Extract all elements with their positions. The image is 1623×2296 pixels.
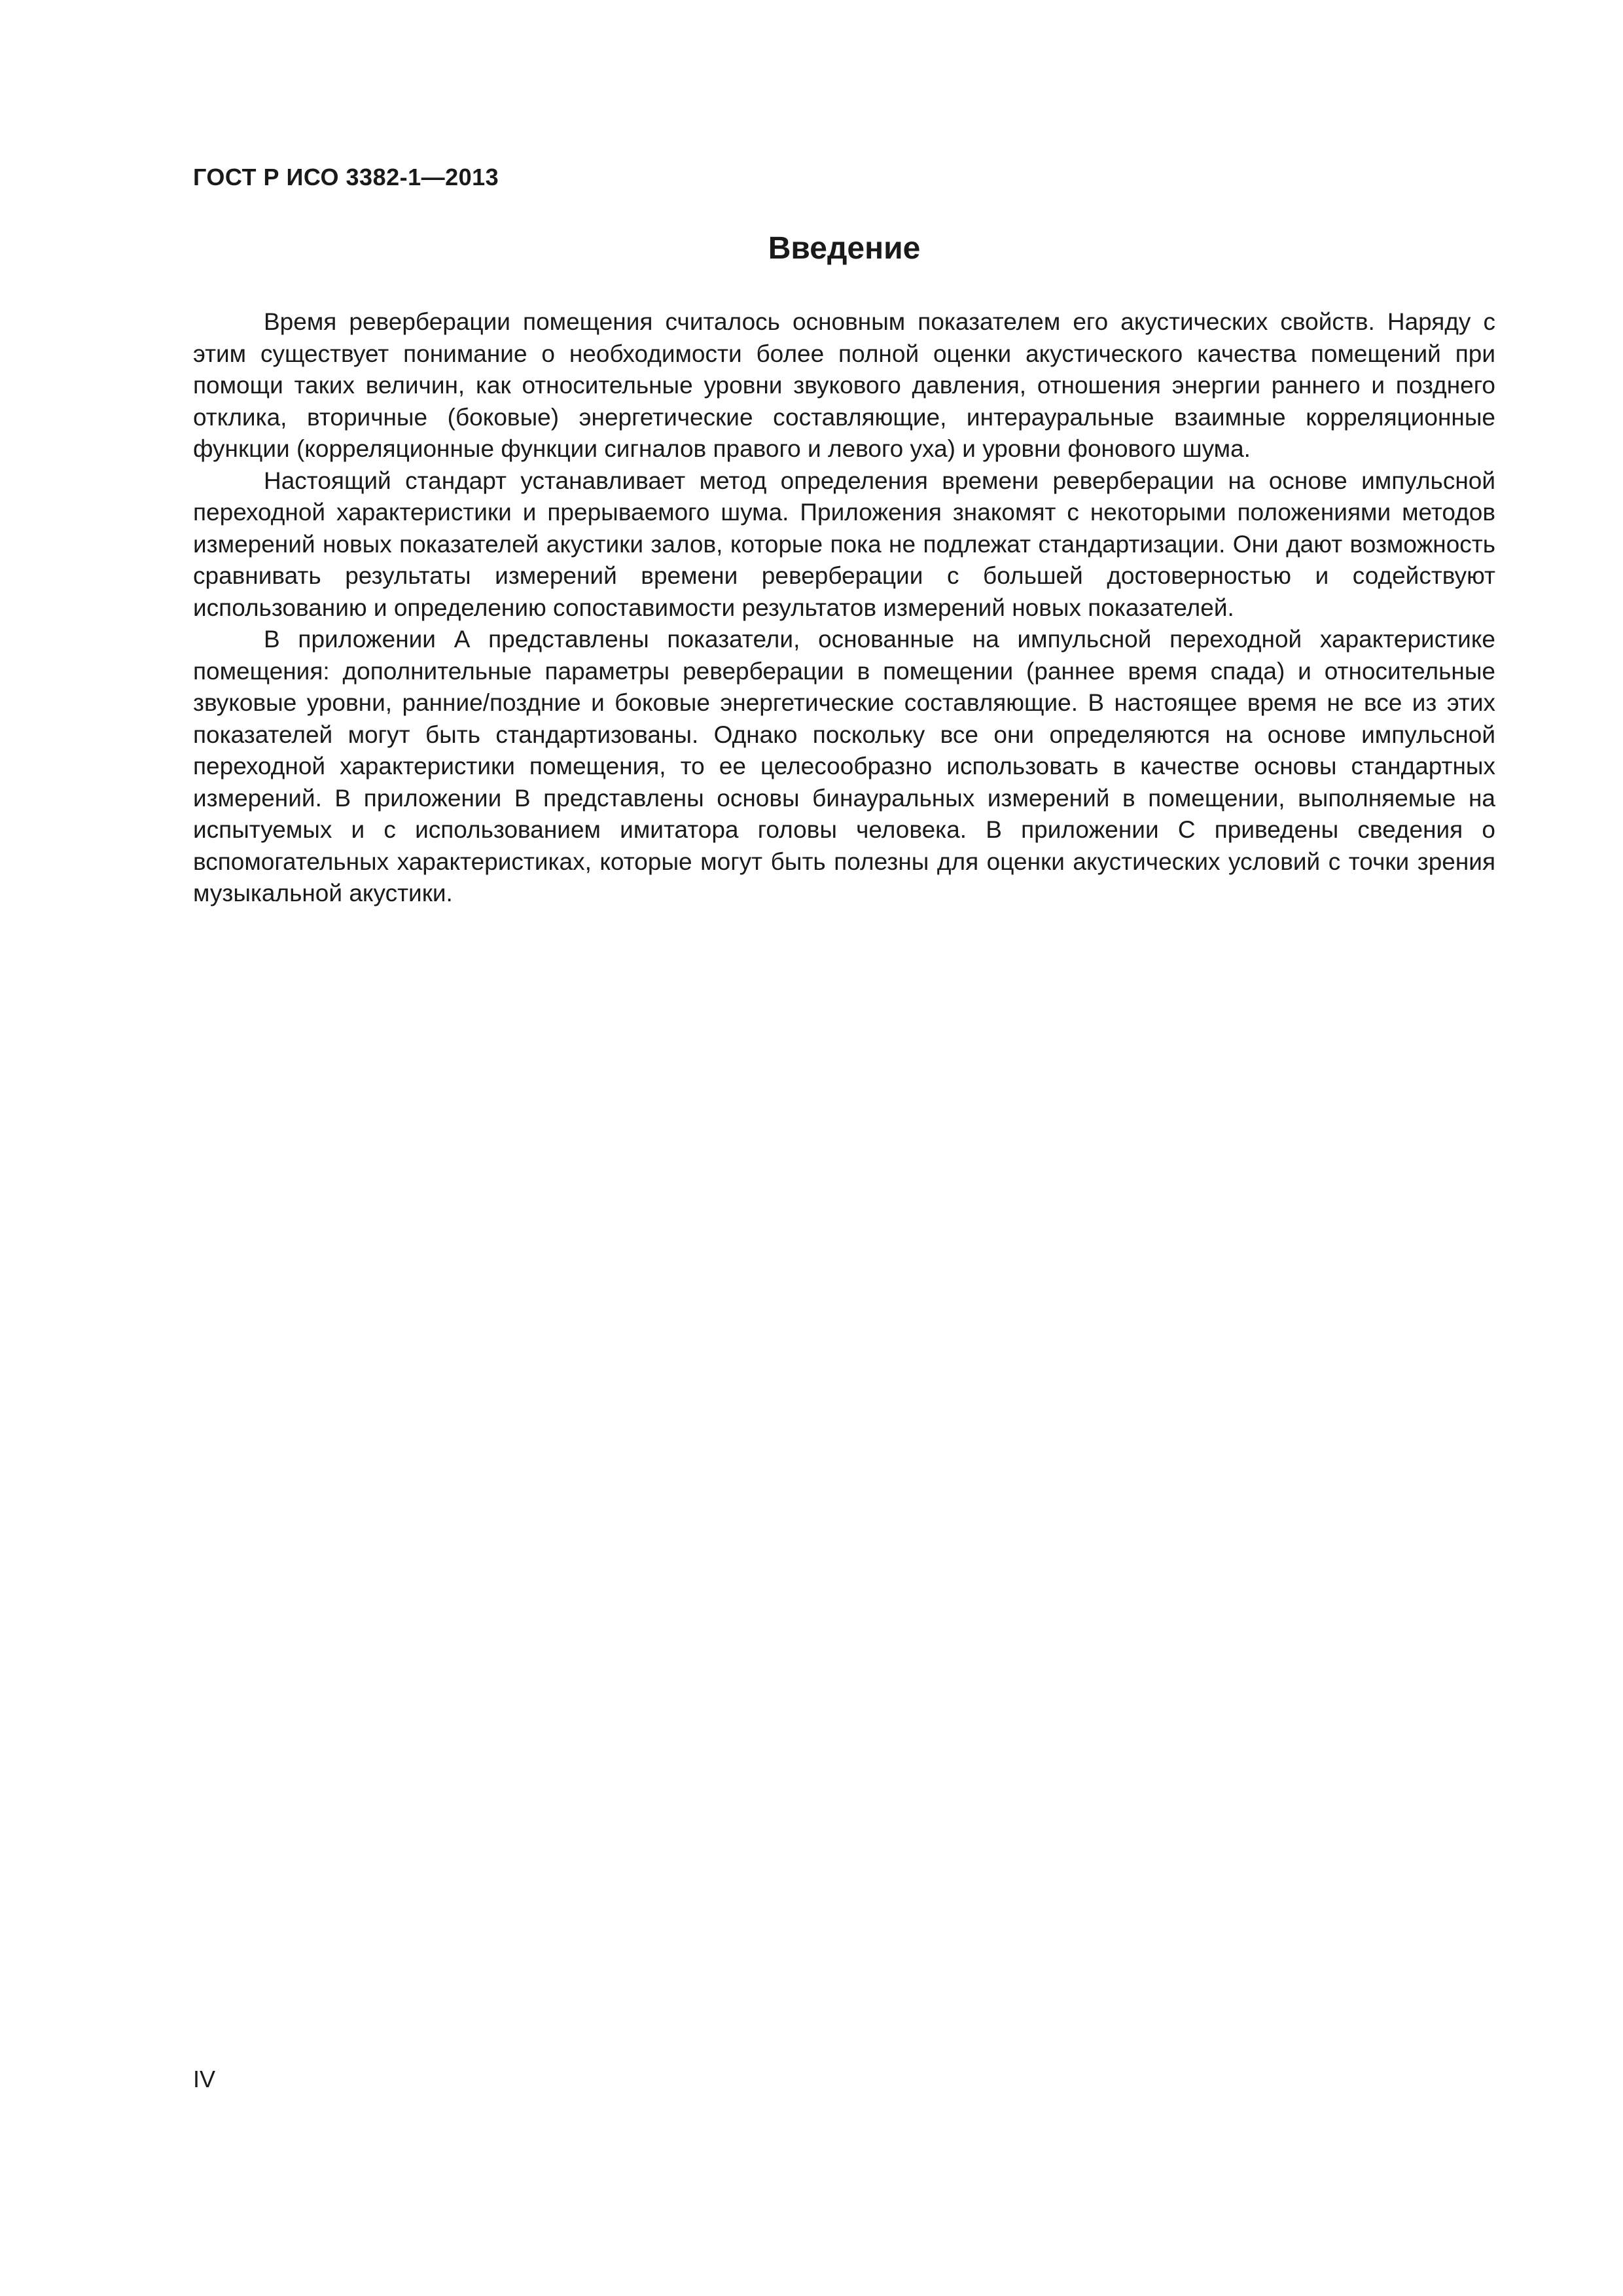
paragraph-2: Настоящий стандарт устанавливает метод определения времени реверберации на основе импульсной переходной характеристики и прерываемого шума. Приложения знакомят с некоторыми положениями методов измерений новых показателей акустики залов, которые пока не подлежат стандартизации. Они дают возможность сравнивать результаты измерений времени реверберации с большей достоверностью и содействуют использованию и определению сопоставимости результатов измерений новых показателей. (193, 467, 1495, 621)
section-title: Введение (768, 231, 921, 266)
paragraph-3: В приложении А представлены показатели, основанные на импульсной переходной характеристике помещения: дополнительные параметры реверберации в помещении (раннее время спада) и относительные звуковые уровни, ранние/поздние и боковые энергетические составляющие. В настоящее время не все из этих показателей могут быть стандартизованы. Однако поскольку все они определяются на основе импульсной переходной характеристики помещения, то ее целесообразно использовать в качестве основы стандартных измерений. В приложении В представлены основы бинауральных измерений в помещении, выполняемые на испытуемых и с использованием имитатора головы человека. В приложении С приведены сведения о вспомогательных характеристиках, которые могут быть полезны для оценки акустических условий с точки зрения музыкальной акустики. (193, 626, 1495, 906)
paragraph-1: Время реверберации помещения считалось основным показателем его акустических свойств. Наряду с этим существует понимание о необходимости более полной оценки акустического качества помещений при помощи таких величин, как относительные уровни звукового давления, отношения энергии раннего и позднего отклика, вторичные (боковые) энергетические составляющие, интерауральные взаимные корреляционные функции (корреляционные функции сигналов правого и левого уха) и уровни фонового шума. (193, 308, 1495, 462)
document-standard-id: ГОСТ Р ИСО 3382-1—2013 (193, 164, 499, 190)
body-text (193, 306, 1495, 910)
page-number: IV (193, 2066, 216, 2092)
